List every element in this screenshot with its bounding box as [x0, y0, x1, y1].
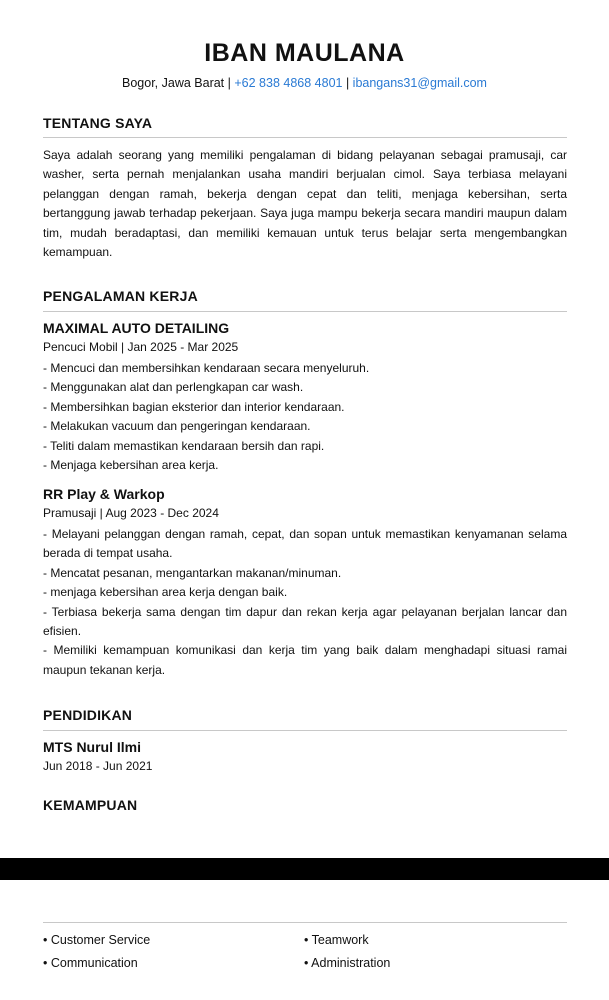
contact-line	[0, 75, 609, 91]
page-break-bar	[0, 858, 609, 880]
education-period: Jun 2018 - Jun 2021	[43, 759, 153, 773]
list-item: - Membersihkan bagian eksterior dan interior kendaraan.	[43, 399, 345, 414]
list-item: - Menjaga kebersihan area kerja.	[43, 458, 219, 473]
list-item: - Terbiasa bekerja sama dengan tim dapur dan rekan kerja agar pelayanan berjalan lancar dan efisien.	[43, 604, 567, 639]
job-company: RR Play & Warkop	[43, 486, 165, 502]
list-item: - Melakukan vacuum dan pengeringan kendaraan.	[43, 419, 311, 434]
skill-item: • Teamwork	[304, 933, 369, 947]
list-item: - Menggunakan alat dan perlengkapan car wash.	[43, 380, 304, 395]
skill-item: • Customer Service	[43, 933, 151, 947]
list-item: - Mencuci dan membersihkan kendaraan secara menyeluruh.	[43, 361, 370, 375]
job-role-period: Pramusaji | Aug 2023 - Dec 2024	[43, 506, 219, 520]
section-divider	[43, 137, 567, 138]
section-divider	[43, 311, 567, 312]
location-text: Bogor, Jawa Barat	[122, 76, 225, 90]
job-bullet-list	[43, 525, 567, 680]
about-paragraph: Saya adalah seorang yang memiliki pengalaman di bidang pelayanan sebagai pramusaji, car washer, serta pernah menjalankan usaha mandiri berjualan cimol. Saya terbiasa melayani pelanggan dengan ramah, bekerja dengan cepat dan teliti, menjaga kebersihan, serta bertanggung jawab terhadap pekerjaan. Saya juga mampu bekerja secara mandiri maupun dalam tim, mudah beradaptasi, dan memiliki kemauan untuk terus belajar serta mengembangkan kemampuan.	[43, 148, 567, 260]
list-item: - Teliti dalam memastikan kendaraan bersih dan rapi.	[43, 438, 325, 453]
skill-item: • Communication	[43, 956, 138, 970]
job-bullet-list	[43, 359, 567, 475]
list-item: - Melayani pelanggan dengan ramah, cepat, dan sopan untuk memastikan kenyamanan selama berada di tempat usaha.	[43, 527, 567, 561]
education-school: MTS Nurul Ilmi	[43, 739, 141, 755]
contact-separator: |	[224, 76, 235, 90]
section-title-about: TENTANG SAYA	[43, 115, 153, 131]
skill-item: • Administration	[304, 956, 391, 970]
section-title-experience: PENGALAMAN KERJA	[43, 288, 198, 304]
job-company: MAXIMAL AUTO DETAILING	[43, 320, 230, 336]
contact-separator: |	[342, 76, 353, 90]
section-divider	[43, 730, 567, 731]
list-item: - menjaga kebersihan area kerja dengan baik.	[43, 585, 288, 600]
phone-link[interactable]: +62 838 4868 4801	[234, 76, 343, 90]
list-item: - Mencatat pesanan, mengantarkan makanan/minuman.	[43, 565, 342, 580]
resume-name: IBAN MAULANA	[204, 39, 405, 67]
section-divider	[43, 922, 567, 923]
section-title-skills: KEMAMPUAN	[43, 797, 138, 813]
list-item: - Memiliki kemampuan komunikasi dan kerja tim yang baik dalam menghadapi situasi ramai maupun tekanan kerja.	[43, 643, 567, 677]
job-role-period: Pencuci Mobil | Jan 2025 - Mar 2025	[43, 340, 239, 354]
email-link[interactable]: ibangans31@gmail.com	[352, 76, 487, 90]
section-title-education: PENDIDIKAN	[43, 707, 133, 723]
